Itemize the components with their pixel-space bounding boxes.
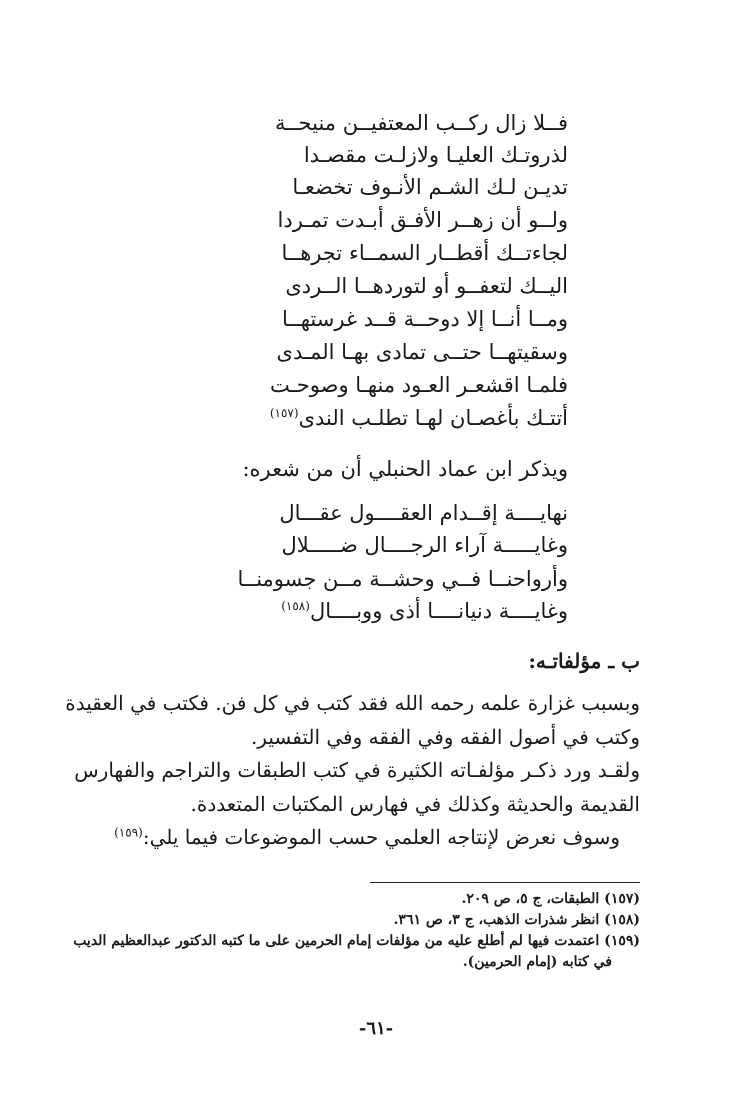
- poem1-line-7: ومــا أنــا إلا دوحــة قــد غرستهــا: [282, 307, 568, 331]
- paragraph-line-5-text: وسوف نعرض لإنتاجه العلمي حسب الموضوعات فيما يلي:: [142, 825, 620, 849]
- footnote-divider: [370, 882, 640, 883]
- footnote-157: (١٥٧) الطبقات، ج ٥، ص ٢٠٩.: [461, 891, 640, 907]
- paragraph-line-1: وبسبب غزارة علمه رحمه الله فقد كتب في كل فن. فكتب في العقيدة: [65, 691, 640, 715]
- section-heading: ب ـ مؤلفاتـه:: [528, 649, 640, 673]
- page-number: -٦١-: [358, 1018, 394, 1039]
- intro-line: ويذكر ابن عماد الحنبلي أن من شعره:: [242, 457, 568, 481]
- poem1-line-1: فــلا زال ركــب المعتفيــن منيحــة: [274, 111, 568, 135]
- poem1-line-10-text: أتتـك بأغصـان لهـا تطلـب الندى: [298, 406, 568, 430]
- poem2-line-2: وغايـــــة آراء الرجــــال ضـــــلال: [281, 533, 568, 557]
- poem1-line-10: [270, 403, 568, 433]
- poem1-line-8: وسقيتهــا حتــى تمادى بهـا المـدى: [276, 340, 568, 364]
- footnote-158: (١٥٨) انظر شذرات الذهب، ج ٣، ص ٣٦١.: [393, 912, 640, 928]
- poem1-line-3: تديـن لـك الشـم الأنـوف تخضعـا: [292, 175, 568, 199]
- footnote-ref-159: (١٥٩): [114, 825, 143, 840]
- poem2-line-4-text: وغايــــة دنيانــــا أذى ووبــــال: [309, 599, 568, 623]
- poem2-line-3: وأرواحنــا فــي وحشــة مــن جسومنــا: [237, 567, 568, 591]
- paragraph-line-3: ولقـد ورد ذكـر مؤلفـاته الكثيرة في كتب الطبقات والتراجم والفهارس: [74, 758, 640, 782]
- paragraph-line-4: القديمة والحديثة وكذلك في فهارس المكتبات المتعددة.: [190, 792, 640, 816]
- poem1-line-6: اليــك لتعفــو أو لتوردهــا الــردى: [285, 274, 568, 298]
- poem1-line-4: ولــو أن زهــر الأفـق أبـدت تمـردا: [277, 208, 568, 232]
- poem1-line-5: لجاءتــك أقطــار السمــاء تجرهــا: [281, 241, 568, 265]
- poem2-line-1: نهايــــة إقــدام العقــــول عقـــال: [279, 501, 568, 525]
- footnote-ref-157: (١٥٧): [269, 406, 299, 420]
- paragraph-line-2: وكتب في أصول الفقه وفي الفقه وفي التفسير.: [250, 725, 640, 749]
- paragraph-line-5: [114, 822, 620, 852]
- poem1-line-2: لذروتـك العليـا ولازلـت مقصـدا: [303, 143, 568, 167]
- footnote-159: (١٥٩) اعتمدت فيها لم أطلع عليه من مؤلفات إمام الحرمين على ما كتبه الدكتور عبدالعظيم الديب: [73, 933, 640, 949]
- footnote-ref-158: (١٥٨): [281, 599, 310, 613]
- footnote-159-continued: في كتابه (إمام الحرمين).: [462, 954, 612, 970]
- poem2-line-4: [281, 596, 568, 626]
- poem1-line-9: فلمـا اقشعـر العـود منهـا وصوحـت: [270, 373, 568, 397]
